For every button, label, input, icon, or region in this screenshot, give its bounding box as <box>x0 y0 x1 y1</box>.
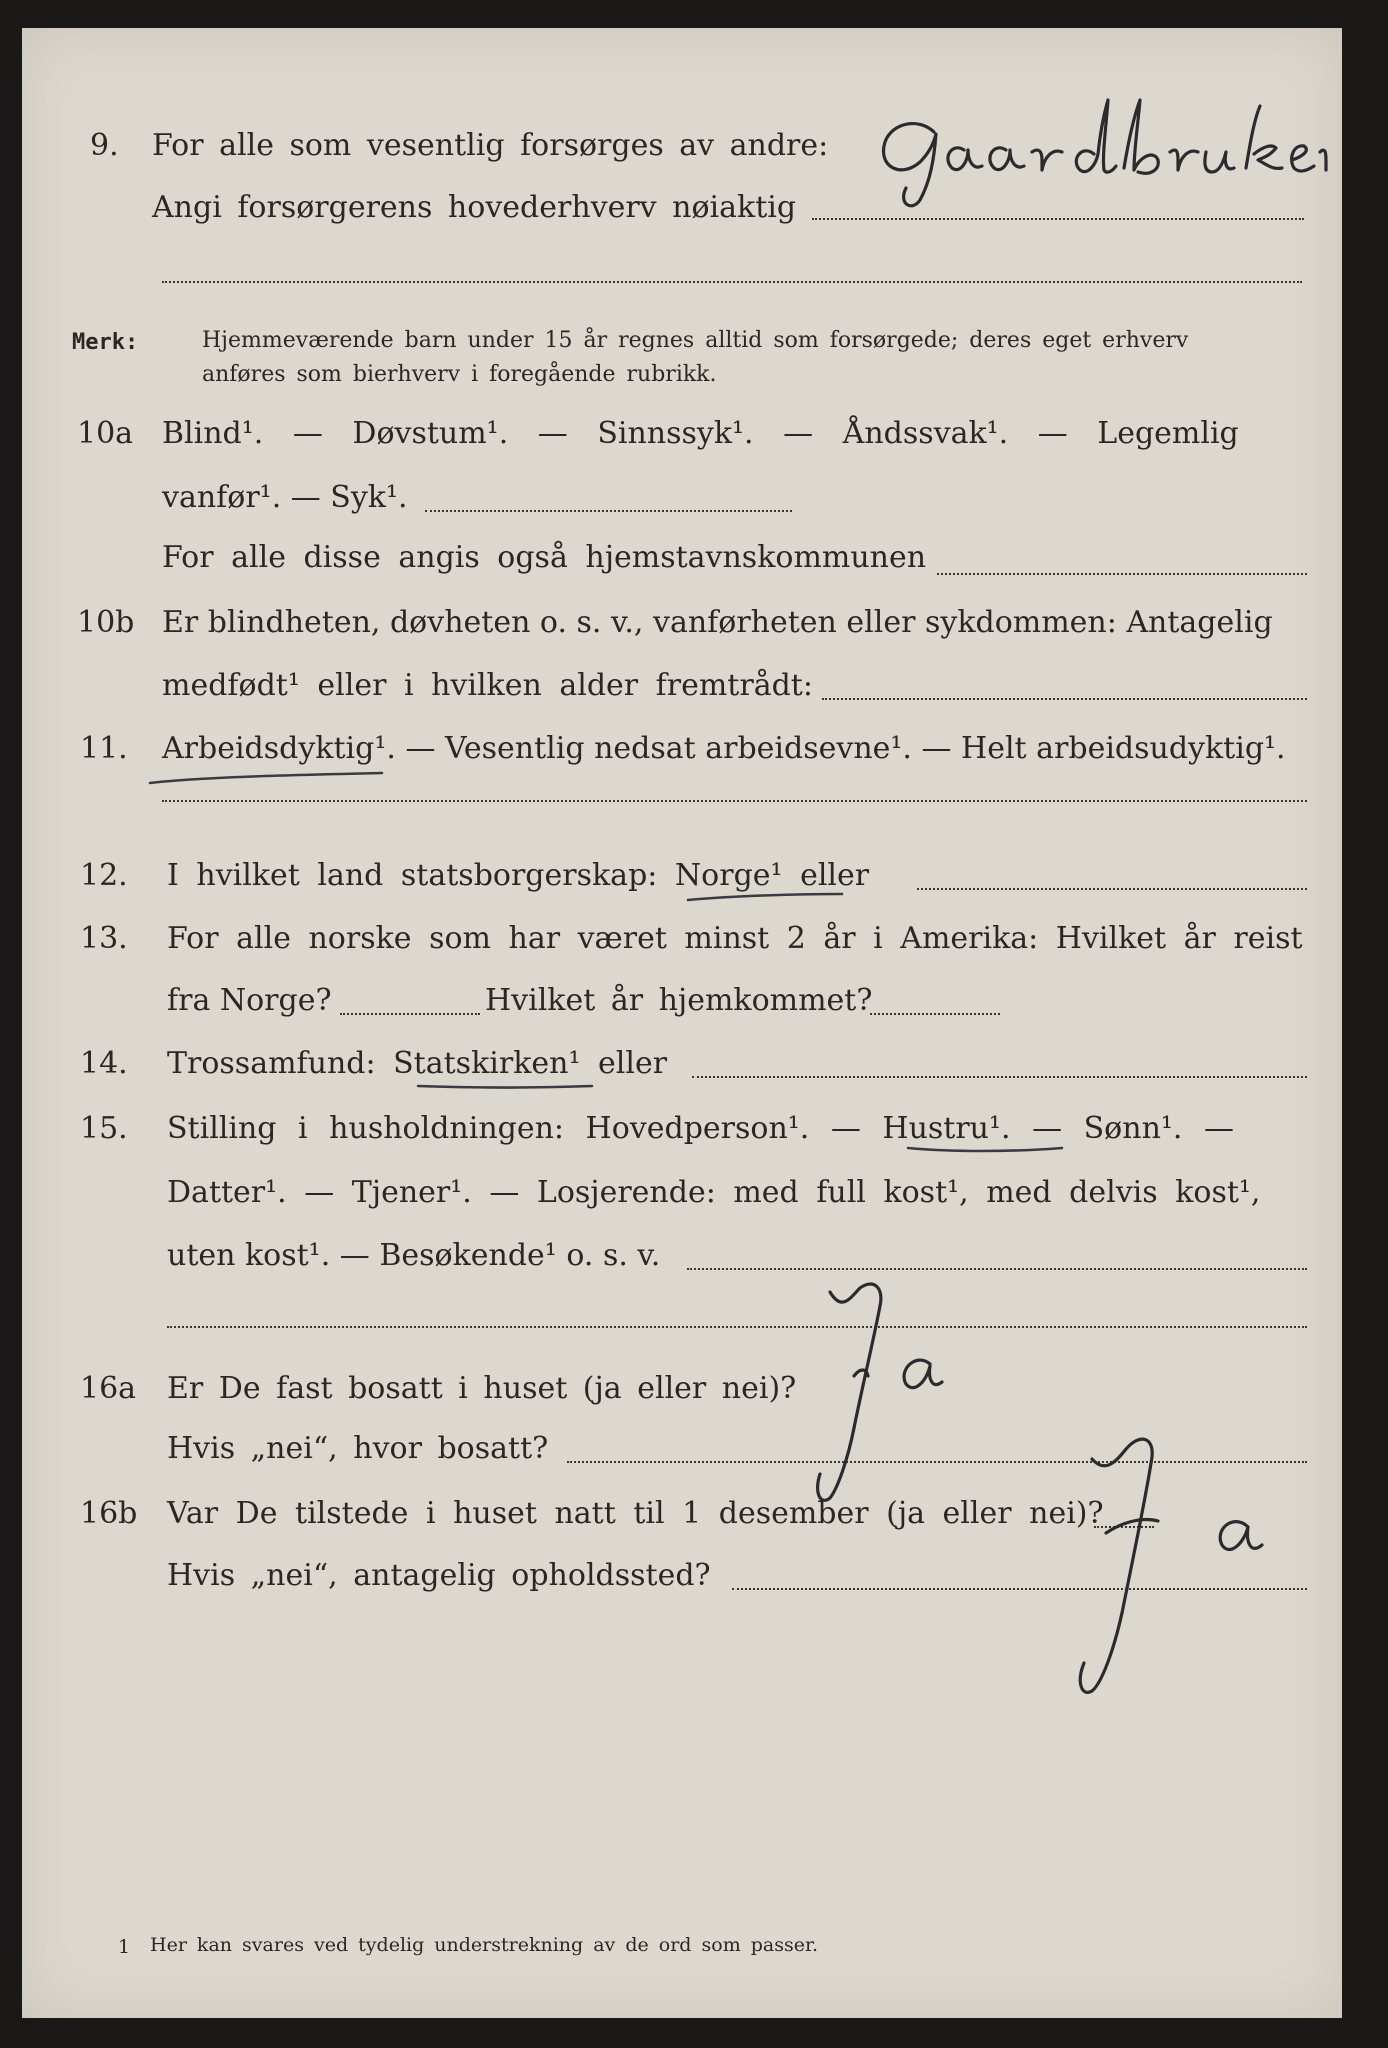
q14-line1: Trossamfund: Statskirken¹ eller <box>167 1046 668 1081</box>
q13-line1: For alle norske som har været minst 2 år i Amerika: Hvilket år reist <box>167 921 1303 956</box>
q9-answer-line <box>812 218 1304 220</box>
q13-line2a: fra Norge? <box>167 983 332 1018</box>
q9-question-line1: For alle som vesentlig forsørges av andre: <box>152 128 829 163</box>
q9-extra-line <box>162 281 1302 283</box>
q16b-line1: Var De tilstede i huset natt til 1 desember (ja eller nei)? <box>167 1496 1104 1531</box>
q16b-number: 16b <box>80 1496 138 1531</box>
q10b-line1: Er blindheten, døvheten o. s. v., vanførheten eller sykdommen: Antagelig <box>162 605 1273 640</box>
q10b-answer-line <box>822 698 1307 700</box>
q10b-line2: medfødt¹ eller i hvilken alder fremtrådt: <box>162 668 813 703</box>
census-form-page <box>22 28 1342 2018</box>
q15-line3: uten kost¹. — Besøkende¹ o. s. v. <box>167 1238 661 1273</box>
q14-answer-line <box>692 1076 1307 1078</box>
q16b-line2: Hvis „nei“, antagelig opholdssted? <box>167 1558 711 1593</box>
footnote-marker: 1 <box>118 1936 131 1958</box>
q16a-line1: Er De fast bosatt i huset (ja eller nei)? <box>167 1371 797 1406</box>
q16a-number: 16a <box>80 1371 137 1406</box>
footnote-text: Her kan svares ved tydelig understrekning av de ord som passer. <box>150 1934 819 1956</box>
q16b-handwritten-answer <box>1062 1413 1302 1713</box>
q9-handwritten-answer <box>872 88 1332 208</box>
q12-line1: I hvilket land statsborgerskap: Norge¹ eller <box>167 858 870 893</box>
q10a-line3: For alle disse angis også hjemstavnskommunen <box>162 540 927 575</box>
q9-question-line2: Angi forsørgerens hovederhverv nøiaktig <box>152 190 797 225</box>
q10a-line2: vanfør¹. — Syk¹. <box>162 480 408 515</box>
q9-number: 9. <box>90 128 119 163</box>
q11-line1: Arbeidsdyktig¹. — Vesentlig nedsat arbeidsevne¹. — Helt arbeidsudyktig¹. <box>162 731 1286 766</box>
q10a-line1: Blind¹. — Døvstum¹. — Sinnssyk¹. — Åndssvak¹. — Legemlig <box>162 416 1239 451</box>
q16a-line2: Hvis „nei“, hvor bosatt? <box>167 1431 549 1466</box>
q11-underline-mark <box>142 763 402 793</box>
q15-line1: Stilling i husholdningen: Hovedperson¹. — Hustru¹. — Sønn¹. — <box>167 1111 1234 1146</box>
q12-number: 12. <box>80 858 128 893</box>
merk-line1: Hjemmeværende barn under 15 år regnes alltid som forsørgede; deres eget erhverv <box>202 328 1189 353</box>
q13-hjemkommet-line <box>870 1013 1000 1015</box>
q10b-number: 10b <box>77 605 135 640</box>
q15-extra-line <box>167 1326 1307 1328</box>
q16a-bosatt-line <box>567 1461 1307 1463</box>
q15-number: 15. <box>80 1111 128 1146</box>
q16b-opholdssted-line <box>732 1588 1307 1590</box>
merk-label: Merk: <box>72 330 139 355</box>
merk-line2: anføres som bierhverv i foregående rubrikk. <box>202 362 717 387</box>
q15-line2: Datter¹. — Tjener¹. — Losjerende: med full kost¹, med delvis kost¹, <box>167 1175 1261 1210</box>
q13-line2b: Hvilket år hjemkommet? <box>485 983 873 1018</box>
q16b-answer-line <box>1094 1526 1154 1528</box>
q10a-hjemstavn-line <box>937 573 1307 575</box>
q11-number: 11. <box>80 731 128 766</box>
q13-number: 13. <box>80 921 128 956</box>
q14-number: 14. <box>80 1046 128 1081</box>
q10a-number: 10a <box>77 416 134 451</box>
q12-answer-line <box>917 888 1307 890</box>
q15-answer-line <box>687 1268 1307 1270</box>
q11-extra-line <box>162 800 1307 802</box>
q10a-answer-line <box>425 510 792 512</box>
q13-reist-line <box>340 1013 480 1015</box>
q16a-handwritten-answer <box>802 1278 982 1508</box>
